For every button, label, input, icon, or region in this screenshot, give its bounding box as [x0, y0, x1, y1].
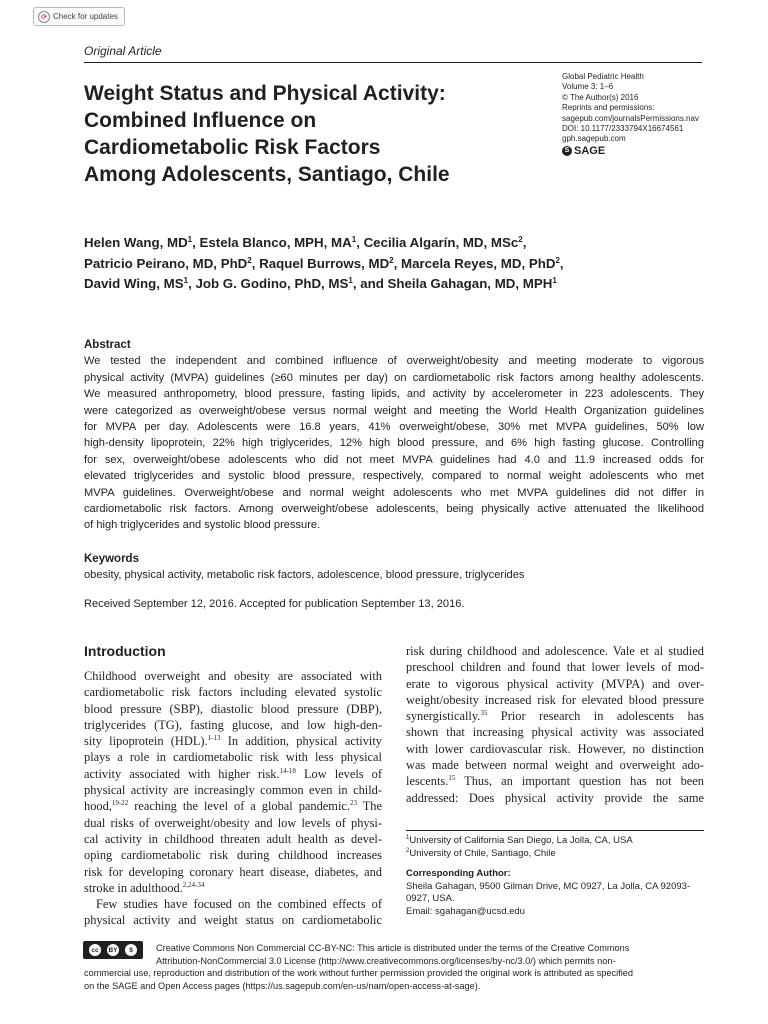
abstract-line: for sex, overweight/obese adolescents who did not meet MVPA guidelines had 4.0 and 11.9 increased odds for: [84, 453, 704, 466]
citation[interactable]: 1-13: [207, 734, 221, 743]
abstract-section: [84, 337, 704, 534]
affiliation-text: University of Chile, Santiago, Chile: [409, 847, 556, 859]
affiliation-ref: 2: [389, 255, 394, 265]
journal-url[interactable]: gph.sagepub.com: [562, 134, 626, 144]
sage-logo-text: SAGE: [574, 144, 606, 157]
sage-logo: [562, 146, 722, 156]
license-line: Attribution-NonCommercial 3.0 License (http://www.creativecommons.org/licenses/by-nc/3.0/) which permits non-: [156, 955, 616, 966]
citation[interactable]: 19-22: [111, 799, 129, 808]
affiliation-item: [406, 848, 706, 861]
abstract-line: were categorized as overweight/obese versus normal weight and meeting the World Health Organization guidelines: [84, 404, 704, 417]
body-line: [84, 798, 382, 814]
footnote-rule: [406, 830, 704, 831]
affiliation-item: [406, 835, 706, 848]
abstract-heading: Abstract: [84, 339, 131, 351]
attribution-icon: BY: [107, 944, 119, 956]
body-line: risk for developing coronary heart disease, diabetes, and: [84, 864, 382, 879]
body-text: lescents.: [406, 774, 449, 789]
author-separator: ,: [559, 255, 564, 271]
citation[interactable]: 15: [448, 774, 456, 783]
body-text: Low levels of: [295, 766, 382, 781]
received-dates: Received September 12, 2016. Accepted for publication September 13, 2016.: [84, 598, 465, 610]
body-text: hood,: [84, 799, 112, 814]
permissions-link[interactable]: sagepub.com/journalsPermissions.nav: [562, 113, 699, 123]
keywords-section: [84, 551, 704, 584]
body-line: [84, 766, 382, 782]
introduction-heading: Introduction: [84, 643, 166, 659]
affiliation-number: 1: [406, 835, 410, 841]
author-name: Patricio Peirano, MD, PhD: [84, 255, 248, 271]
author-line: [84, 254, 704, 275]
body-text: stroke in adulthood.: [84, 880, 183, 895]
body-line: cardiometabolic risk factors including elevated systolic: [84, 685, 382, 700]
abstract-line: high-density lipoprotein, 22% high triglycerides, 12% high blood pressure, and 6% high fasting glucose. Controlling: [84, 437, 704, 450]
abstract-line: of high triglycerides and systolic blood pressure.: [84, 519, 321, 532]
abstract-line: elevated triglycerides and systolic blood pressure, respectively, compared to normal weight adolescents who met: [84, 470, 704, 483]
check-for-updates-button[interactable]: [33, 7, 125, 26]
author-name: , Marcela Reyes, MD, PhD: [393, 255, 556, 271]
author-list: [84, 233, 704, 295]
affiliations: [406, 835, 706, 860]
affiliation-ref: 1: [351, 235, 357, 244]
author-name: , Job G. Godino, PhD, MS: [188, 276, 349, 291]
body-line: addressed: Does physical activity provide the same: [406, 790, 704, 805]
abstract-line: We measured anthropometry, blood pressure, fasting lipids, and activity by accelerometer in 223 adolescents. They: [84, 388, 704, 401]
license-line: on the SAGE and Open Access pages (https://us.sagepub.com/en-us/nam/open-access-at-sage).: [84, 980, 481, 991]
body-line: with lower cardiovascular risk. However, no distinction: [406, 741, 704, 756]
body-text: The: [356, 799, 382, 814]
body-line: physical activity are increasingly common even in child-: [84, 783, 382, 798]
article-title: [84, 80, 544, 188]
author-line: [84, 233, 704, 254]
body-line: was made between normal weight and overweight ado-: [406, 758, 704, 773]
abstract-line: MVPA guidelines. Overweight/obese and normal weight adolescents who met MVPA guidelines did not differ in: [84, 486, 704, 499]
body-text: Thus, an important question has not been: [455, 774, 704, 789]
body-line: Few studies have focused on the combined effects of: [96, 897, 382, 912]
license-line: commercial use, reproduction and distribution of the work without further permission provided the original work is attributed as specified: [84, 968, 633, 979]
author-name: David Wing, MS: [84, 276, 184, 291]
author-line: [84, 274, 704, 295]
affiliation-ref: 1: [552, 276, 557, 285]
body-line: preschool children and found that lower levels of mod-: [406, 660, 704, 675]
citation[interactable]: 35: [480, 709, 488, 718]
sage-logo-icon: S: [562, 146, 572, 156]
abstract-line: for MVPA per day. Adolescents were 16.8 years, 41% overweight/obese, 30% met MVPA guidelines, 50% low: [84, 421, 704, 434]
body-line: weight/obesity increased risk for elevated blood pressure: [406, 692, 704, 707]
body-line: [406, 773, 704, 789]
reprints-label: Reprints and permissions:: [562, 103, 655, 113]
doi[interactable]: DOI: 10.1177/2333794X16674561: [562, 124, 684, 134]
correspondence-address: 0927, USA.: [406, 893, 455, 904]
title-line: Among Adolescents, Santiago, Chile: [84, 163, 450, 186]
noncommercial-icon: $: [125, 944, 137, 956]
affiliation-ref: 1: [187, 235, 193, 244]
body-line: cal activity in childhood threaten adult health as devel-: [84, 831, 382, 846]
body-text: In addition, physical activity: [220, 734, 382, 749]
citation[interactable]: 2,24-34: [182, 880, 205, 889]
affiliation-ref: 1: [348, 276, 353, 285]
body-line: [406, 708, 704, 724]
body-line: erate to vigorous physical activity (MVPA) and over-: [406, 676, 704, 691]
top-rule: [84, 62, 702, 63]
body-line: physical activity and weight status on cardiometabolic: [84, 913, 382, 928]
affiliation-text: University of California San Diego, La Jolla, CA, USA: [409, 835, 633, 846]
body-line: [84, 880, 382, 896]
body-line: risk during childhood and adolescence. Vale et al studied: [406, 644, 704, 658]
corresponding-author: [406, 868, 706, 918]
affiliation-ref: 2: [555, 255, 560, 265]
license-line: Creative Commons Non Commercial CC-BY-NC: This article is distributed under the terms of the Creative Commons: [156, 943, 630, 953]
author-name: , Estela Blanco, MPH, MA: [192, 235, 352, 250]
body-text: sity lipoprotein (HDL).: [84, 734, 208, 749]
author-name: , Raquel Burrows, MD: [251, 255, 390, 271]
author-name: , Cecilia Algarín, MD, MSc: [356, 235, 519, 250]
correspondence-address: Sheila Gahagan, 9500 Gilman Drive, MC 0927, La Jolla, CA 92093-: [406, 880, 691, 892]
body-line: plays a role in cardiometabolic risk with less physical: [84, 750, 382, 765]
license-statement: [84, 942, 704, 992]
article-type: Original Article: [84, 44, 162, 58]
title-line: Cardiometabolic Risk Factors: [84, 136, 381, 159]
title-line: Weight Status and Physical Activity:: [84, 82, 446, 105]
body-line: Childhood overweight and obesity are associated with: [84, 669, 382, 683]
citation[interactable]: 14-18: [279, 766, 296, 775]
body-text: Prior research in adolescents has: [487, 709, 704, 724]
title-line: Combined Influence on: [84, 109, 317, 132]
body-line: shown that increasing physical activity was associated: [406, 725, 704, 740]
check-for-updates-label: Check for updates: [53, 12, 118, 21]
copyright: © The Author(s) 2016: [562, 92, 639, 102]
correspondence-email[interactable]: Email: sgahagan@ucsd.edu: [406, 905, 525, 917]
body-text: activity associated with higher risk.: [84, 766, 280, 781]
cc-icon: cc: [89, 944, 101, 956]
body-text: reaching the level of a global pandemic.: [128, 799, 350, 814]
author-name: , and Sheila Gahagan, MD, MPH: [352, 276, 553, 291]
journal-info: [562, 72, 722, 156]
author-separator: ,: [522, 235, 527, 250]
corresponding-author-heading: Corresponding Author:: [406, 868, 511, 879]
body-line: oping cardiometabolic risk during childhood increases: [84, 848, 382, 863]
abstract-text: [84, 353, 704, 533]
author-name: Helen Wang, MD: [84, 235, 188, 250]
abstract-line: cardiometabolic risk factors. Among overweight/obese adolescents, being physically active attenuated the likelihood: [84, 503, 704, 516]
body-column-left: [84, 668, 382, 929]
abstract-line: We tested the independent and combined influence of overweight/obesity and meeting moderate to vigorous: [84, 355, 704, 368]
keywords-heading: Keywords: [84, 553, 139, 565]
body-line: blood pressure (SBP), diastolic blood pressure (DBP),: [84, 701, 382, 716]
body-line: triglycerides (TG), fasting glucose, and low high-den-: [84, 717, 382, 732]
journal-volume: Volume 3: 1–6: [562, 82, 614, 92]
affiliation-ref: 2: [518, 235, 523, 244]
update-icon: ⟳: [38, 11, 50, 23]
body-column-right: [406, 643, 704, 806]
keywords-text: obesity, physical activity, metabolic risk factors, adolescence, blood pressure, triglycerides: [84, 569, 525, 582]
journal-name: Global Pediatric Health: [562, 72, 644, 81]
citation[interactable]: 23: [349, 799, 357, 808]
affiliation-ref: 2: [247, 255, 252, 265]
affiliation-ref: 1: [183, 276, 189, 285]
body-line: [84, 733, 382, 749]
body-line: dual risks of overweight/obesity and low levels of physi-: [84, 815, 382, 830]
affiliation-number: 2: [406, 847, 410, 854]
abstract-line: physical activity (MVPA) guidelines (≥60 minutes per day) on cardiometabolic risk factors among healthy adolescents.: [84, 371, 704, 384]
body-text: synergistically.: [406, 709, 481, 724]
